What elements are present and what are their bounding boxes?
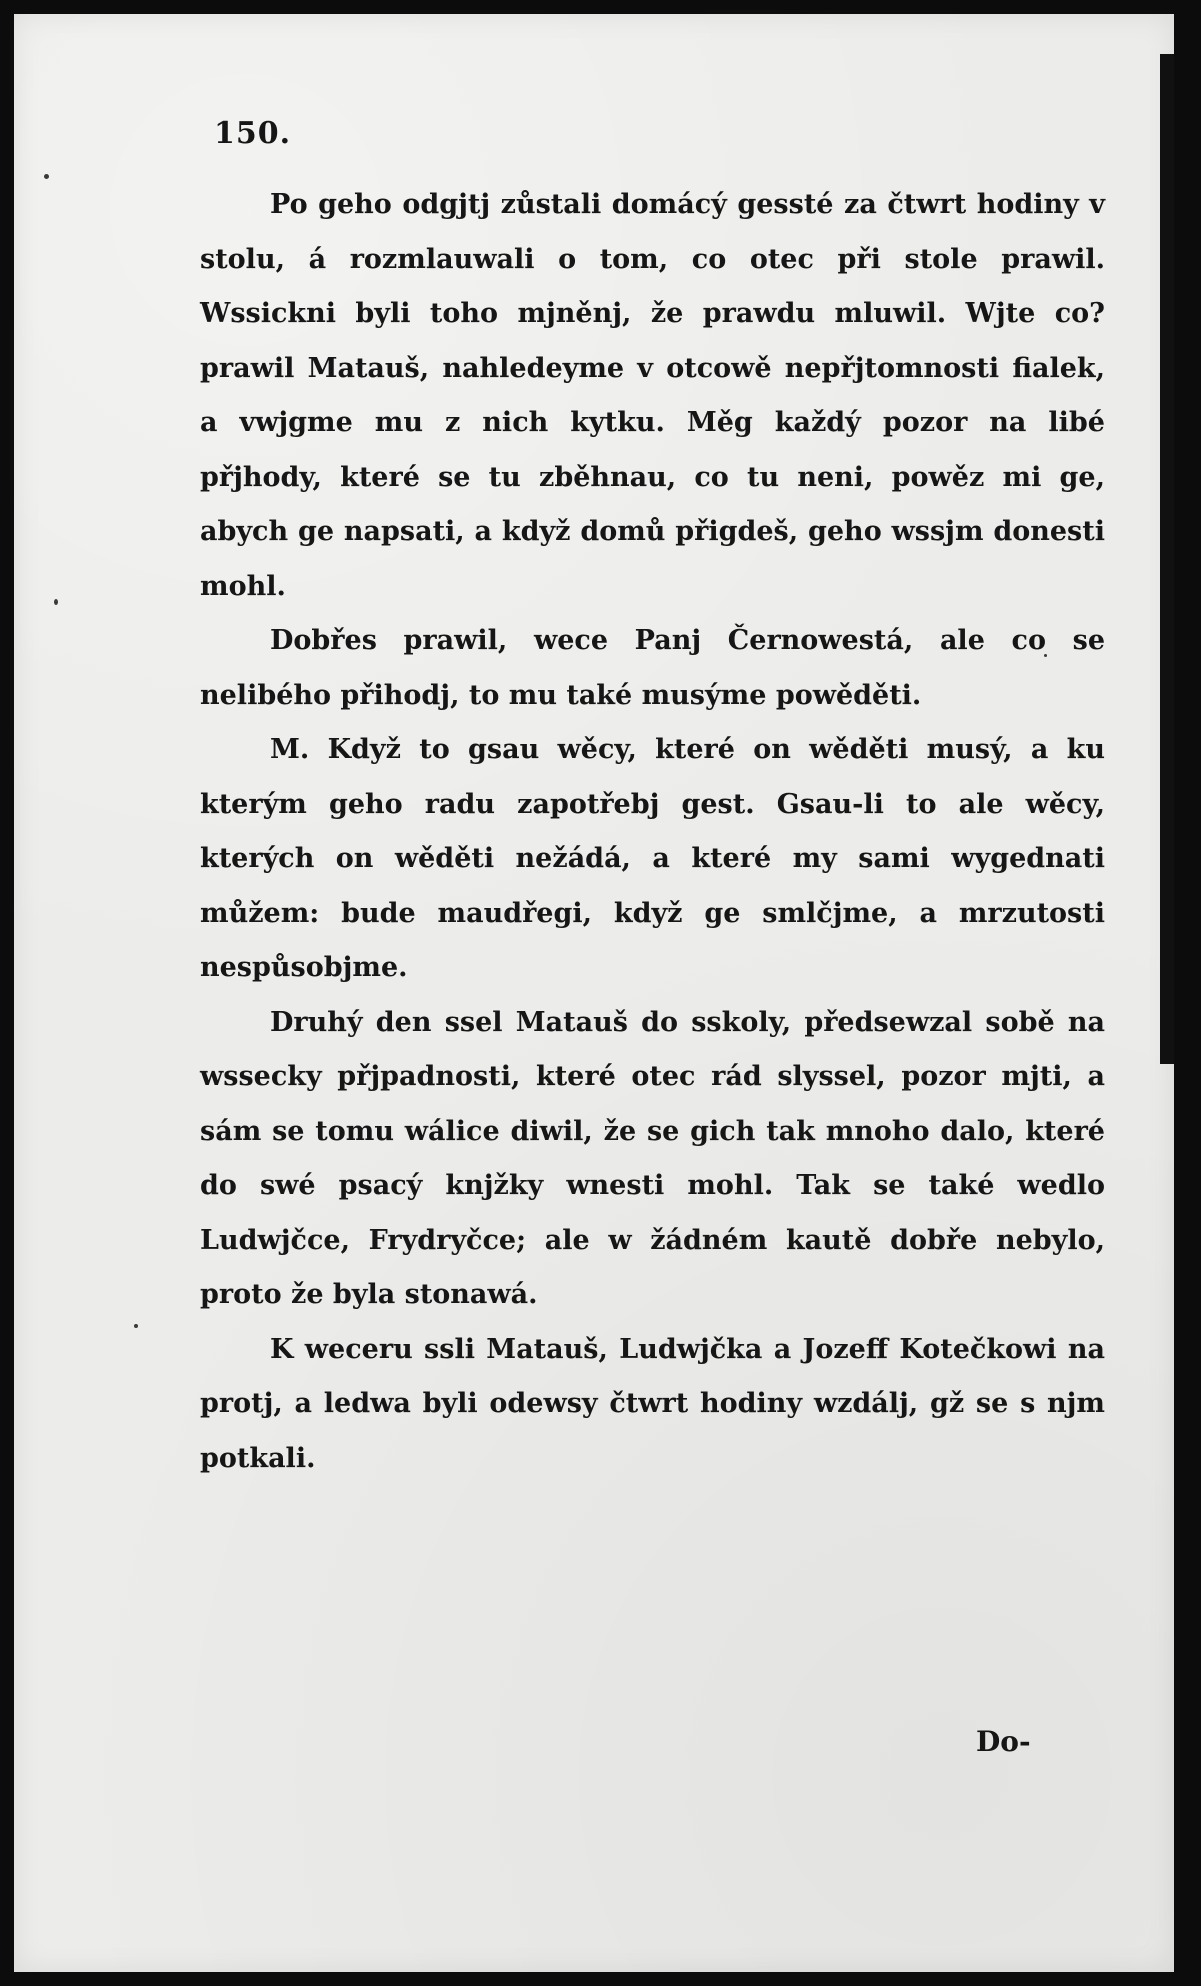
paragraph: Po geho odgjtj zůstali domácý gessté za čtwrt hodiny v stolu, á rozmlauwali o tom, co otec při stole prawil. Wssickni byli toho mjněnj, že prawdu mluwil. Wjte co? prawil Matauš, nahledeyme v otcowě nepřjtomnosti fialek, a vwjgme mu z nich kytku. Měg každý pozor na libé přjhody, které se tu zběhnau, co tu neni, powěz mi ge, abych ge napsati, a když domů přigdeš, geho wssjm donesti mohl. [200, 189, 1105, 602]
paragraph: Druhý den ssel Matauš do sskoly, předsewzal sobě na wssecky přjpadnosti, které otec rád slyssel, pozor mjti, a sám se tomu wálice diwil, že se gich tak mnoho dalo, které do swé psacý knjžky wnesti mohl. Tak se také wedlo Ludwjčce, Frydryčce; ale w žádném kautě dobře nebylo, proto že byla stonawá. [200, 1006, 1105, 1310]
page-edge-shadow [1160, 54, 1174, 1064]
ink-speck [54, 599, 58, 605]
book-page [14, 14, 1174, 1972]
paragraph: M. Když to gsau wěcy, které on wěděti musý, a ku kterým geho radu zapotřebj gest. Gsau-li to ale wěcy, kterých on wěděti nežádá, a které my sami wygednati můžem: bude maudřegi, když ge smlčjme, a mrzutosti nespůsobjme. [200, 734, 1105, 983]
page-number: 150. [214, 116, 292, 151]
page-content [200, 114, 1105, 1486]
ink-speck [134, 1324, 138, 1328]
paragraph: Dobřes prawil, wece Panj Černowestá, ale co se nelibého přihodj, to mu také musýme powěděti. [200, 625, 1105, 711]
paragraph: K weceru ssli Matauš, Ludwjčka a Jozeff Kotečkowi na protj, a ledwa byli odewsy čtwrt hodiny wzdálj, gž se s njm potkali. [200, 1333, 1105, 1474]
catchword: Do- [976, 1725, 1031, 1758]
ink-speck [44, 174, 49, 179]
